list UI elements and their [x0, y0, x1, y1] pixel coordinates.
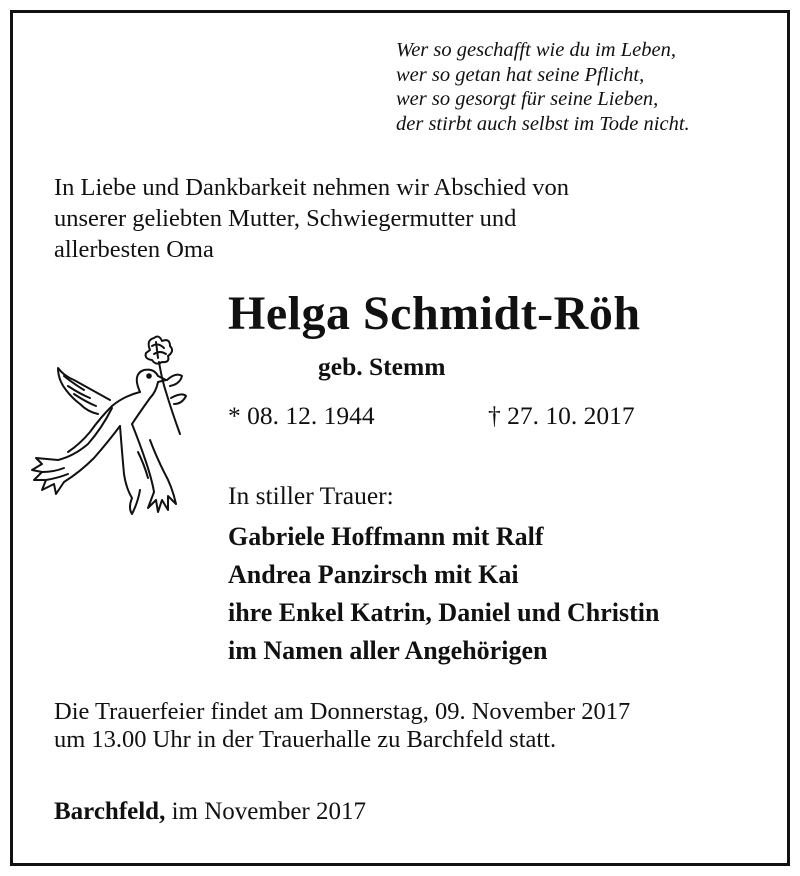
funeral-line: um 13.00 Uhr in der Trauerhalle zu Barchfeld statt. — [54, 726, 557, 753]
intro-line: unserer geliebten Mutter, Schwiegermutter und — [54, 205, 517, 232]
closing-date: im November 2017 — [171, 798, 367, 825]
funeral-line: Die Trauerfeier findet am Donnerstag, 09. November 2017 — [54, 698, 631, 725]
poem-line: wer so gesorgt für seine Lieben, — [396, 88, 659, 110]
intro-line: allerbesten Oma — [54, 236, 214, 263]
poem-line: der stirbt auch selbst im Tode nicht. — [396, 112, 690, 135]
intro-line: In Liebe und Dankbarkeit nehmen wir Abschied von — [54, 174, 570, 201]
mourner-line: ihre Enkel Katrin, Daniel und Christin — [228, 598, 660, 627]
closing-place: Barchfeld, — [54, 798, 166, 825]
mourner-line: Gabriele Hoffmann mit Ralf — [228, 522, 544, 551]
funeral-info — [54, 698, 630, 754]
poem-line: wer so getan hat seine Pflicht, — [396, 63, 645, 86]
poem-line: Wer so geschafft wie du im Leben, — [396, 39, 676, 61]
intro-text — [54, 172, 569, 265]
birth-date: * 08. 12. 1944 — [228, 401, 375, 430]
dove-with-rose-icon — [28, 332, 188, 522]
mourners-label: In stiller Trauer: — [228, 481, 394, 510]
maiden-name: geb. Stemm — [318, 352, 446, 381]
deceased-name: Helga Schmidt-Röh — [228, 287, 641, 340]
poem — [396, 38, 690, 136]
mourner-line: im Namen aller Angehörigen — [228, 636, 548, 665]
death-date: † 27. 10. 2017 — [488, 401, 635, 430]
mourners-list — [228, 518, 660, 670]
mourner-line: Andrea Panzirsch mit Kai — [228, 560, 519, 589]
closing-line — [54, 798, 366, 826]
